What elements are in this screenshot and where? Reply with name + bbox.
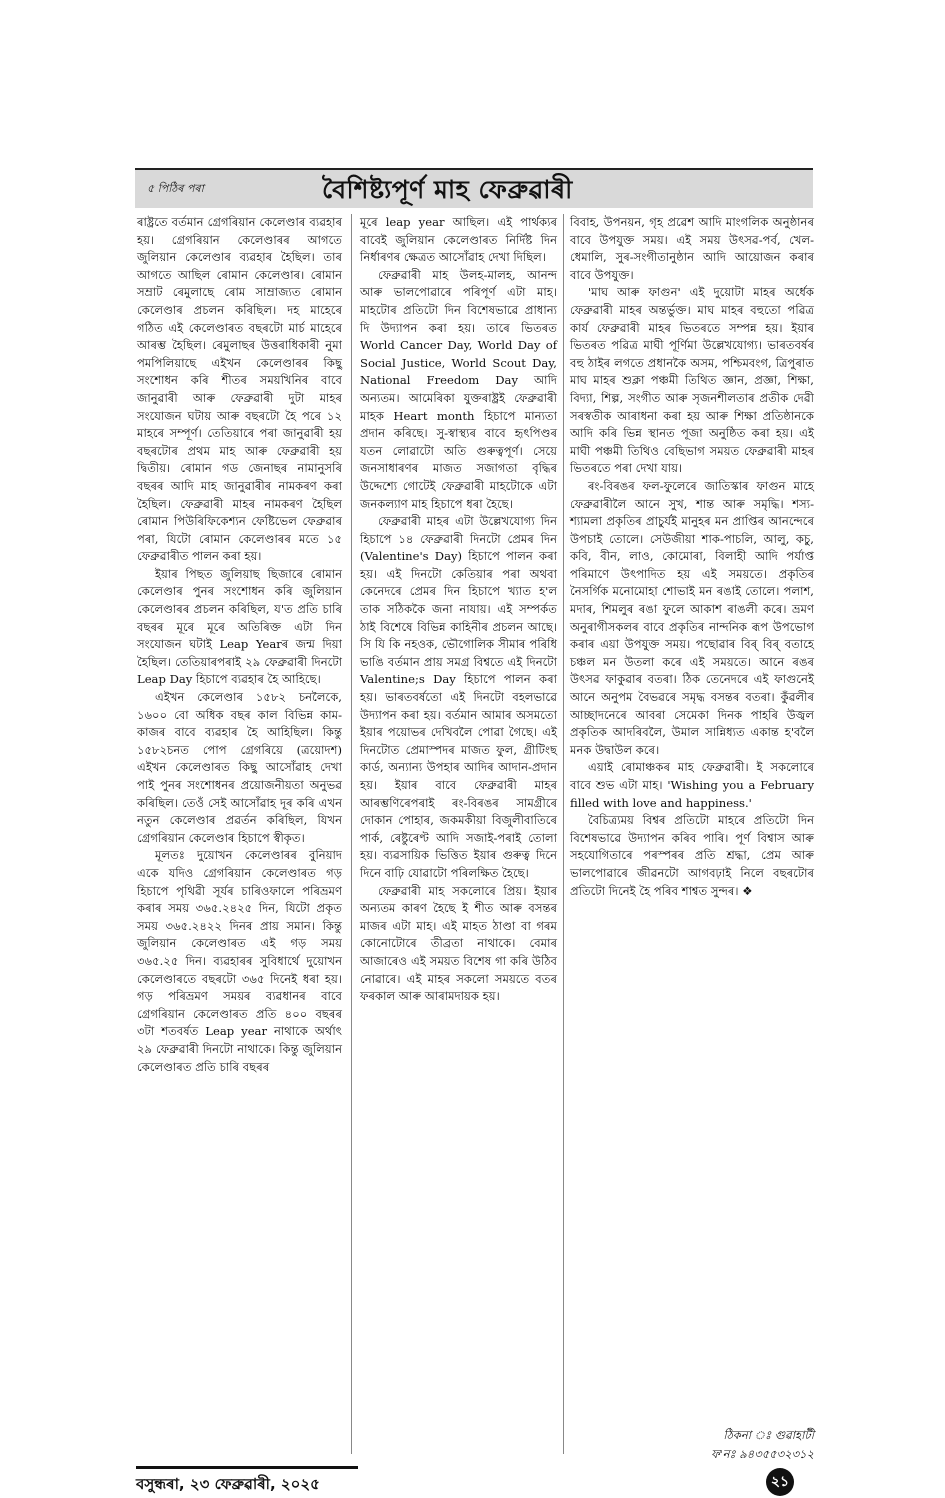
paragraph: ফেব্ৰুৱাৰী মাহ উলহ-মালহ, আনন্দ আৰু ভালপোৱাৰে পৰিপূৰ্ণ এটা মাহ। মাহটোৰ প্ৰতিটো দিন বিশেষভাৱে প্ৰাধান্য দি উদ্যাপন কৰা হয়। তাৰে ভিতৰত World Cancer Day, World Day of Social Justice, World Scout Day, National Freedom Day আদি অন্যতম। আমেৰিকা যুক্তৰাষ্ট্ৰই ফেব্ৰুৱাৰী মাহক Heart month হিচাপে মান্যতা প্ৰদান কৰিছে। সু-স্বাস্থ্যৰ বাবে হৃৎপিণ্ডৰ যতন লোৱাটো অতি গুৰুত্বপূৰ্ণ। সেয়ে জনসাধাৰণৰ মাজত সজাগতা বৃদ্ধিৰ উদ্দেশ্যে গোটেই ফেব্ৰুৱাৰী মাহটোকে এটা জনকল্যাণ মাহ হিচাপে ধৰা হৈছে। [360, 267, 557, 511]
paragraph: 'মাঘ আৰু ফাগুন' এই দুয়োটা মাহৰ অৰ্ধেক ফেব্ৰুৱাৰী মাহৰ অন্তৰ্ভুক্ত। মাঘ মাহৰ বহুতো পৱিত্ৰ কাৰ্য ফেব্ৰুৱাৰী মাহৰ ভিতৰতে সম্পন্ন হয়। ইয়াৰ ভিতৰত পৱিত্ৰ মাঘী পূৰ্ণিমা উল্লেখযোগ্য। ভাৰতবৰ্ষৰ বহু ঠাইৰ লগতে প্ৰধানকৈ অসম, পশ্চিমবংগ, ত্ৰিপুৰাত মাঘ মাহৰ শুক্লা পঞ্চমী তিথিত জ্ঞান, প্ৰজ্ঞা, শিক্ষা, বিদ্যা, শিল্প, সংগীত আৰু সৃজনশীলতাৰ প্ৰতীক দেৱী সৰস্বতীক আৰাধনা কৰা হয় আৰু শিক্ষা প্ৰতিষ্ঠানকে আদি কৰি ভিন্ন স্থানত পূজা অনুষ্ঠিত কৰা হয়। এই মাঘী পঞ্চমী তিথিও বেছিভাগ সময়ত ফেব্ৰুৱাৰী মাহৰ ভিতৰতে পৰা দেখা যায়। [570, 285, 814, 476]
footer-rule [136, 1466, 358, 1469]
footer-masthead: বসুন্ধৰা, ২৩ ফেব্ৰুৱাৰী, ২০২৫ [136, 1475, 320, 1493]
page-number-badge: ২১ [766, 1468, 794, 1496]
paragraph: মূৰে leap year আছিল। এই পাৰ্থক্যৰ বাবেই জুলিয়ান কেলেণ্ডাৰত নিৰ্দিষ্ট দিন নিৰ্ধাৰণৰ ক্ষেত্ৰত আসোঁৱাহ দেখা দিছিল। [360, 215, 557, 265]
article-title: বৈশিষ্ট্যপূৰ্ণ মাহ ফেব্ৰুৱাৰী [322, 175, 573, 204]
paragraph: বৈচিত্ৰ্যময় বিশ্বৰ প্ৰতিটো মাহৰে প্ৰতিটো দিন বিশেষভাৱে উদ্যাপন কৰিব পাৰি। পূৰ্ণ বিশ্বাস আৰু সহযোগিতাৰে পৰস্পৰৰ প্ৰতি শ্ৰদ্ধা, প্ৰেম আৰু ভালপোৱাৰে জীৱনটো আগবঢ়াই নিলে বছৰটোৰ প্ৰতিটো দিনেই হৈ পৰিব শাশ্বত সুন্দৰ। ❖ [570, 813, 814, 898]
paragraph: ইয়াৰ পিছত জুলিয়াছ ছিজাৰে ৰোমান কেলেণ্ডাৰ পুনৰ সংশোধন কৰি জুলিয়ান কেলেণ্ডাৰৰ প্ৰচলন কৰিছিল, য'ত প্ৰতি চাৰি বছৰৰ মূৰে মূৰে অতিৰিক্ত এটা দিন সংযোজন ঘটাই Leap Yearৰ জন্ম দিয়া হৈছিল। তেতিয়াৰপৰাই ২৯ ফেব্ৰুৱাৰী দিনটো Leap Day হিচাপে ব্যৱহাৰ হৈ আহিছে। [137, 566, 342, 687]
author-phone: ফ'নঃ ৯৪৩৫৫৩২৩১২ [711, 1447, 814, 1461]
paragraph: ৰং-বিৰঙৰ ফল-ফুলেৰে জাতিস্কাৰ ফাগুন মাহে ফেব্ৰুৱাৰীলৈ আনে সুখ, শান্ত আৰু সমৃদ্ধি। শস্য- শ্যামলা প্ৰকৃতিৰ প্ৰাচুৰ্যই মানুহৰ মন প্ৰাপ্তিৰ আনন্দেৰে উপচাই তোলে। সেউজীয়া শাক-পাচলি, আলু, কচু, কবি, বীন, লাও, কোমোৰা, বিলাহী আদি পৰ্যাপ্ত পৰিমাণে উৎপাদিত হয় এই সময়তে। প্ৰকৃতিৰ নৈসৰ্গিক মনোমোহা শোভাই মন ৰঙাই তোলে। পলাশ, মদাৰ, শিমলুৰ ৰঙা ফুলে আকাশ ৰাঙলী কৰে। ভ্ৰমণ অনুৰাগীসকলৰ বাবে প্ৰকৃতিৰ নান্দনিক ৰূপ উপভোগ কৰাৰ এয়া উপযুক্ত সময়। পছোৱাৰ বিৰ্ বিৰ্ বতাহে চঞ্চল মন উতলা কৰে এই সময়তে। আনে ৰঙৰ উৎসৱ ফাকুৱাৰ বতৰা। ঠিক তেনেদৰে এই ফাগুনেই আনে অনুপম বৈভৱৰে সমৃদ্ধ বসন্তৰ বতৰা। কুঁৱলীৰ আচ্ছাদনেৰে আবৰা সেমেকা দিনক পাহৰি উজ্বল প্ৰকৃতিক আদৰিবলৈ, উমাল সান্নিধ্যত একান্ত হ'বলৈ মনক উদ্বাউল কৰে। [570, 478, 814, 757]
paragraph: ফেব্ৰুৱাৰী মাহৰ এটা উল্লেখযোগ্য দিন হিচাপে ১৪ ফেব্ৰুৱাৰী দিনটো প্ৰেমৰ দিন (Valentine's Day) হিচাপে পালন কৰা হয়। এই দিনটো কেতিয়াৰ পৰা অথবা কেনেদৰে প্ৰেমৰ দিন হিচাপে খ্যাত হ'ল তাক সঠিককৈ জনা নাযায়। এই সম্পৰ্কত ঠাই বিশেষে বিভিন্ন কাহিনীৰ প্ৰচলন আছে। সি যি কি নহওক, ভৌগোলিক সীমাৰ পৰিধি ভাঙি বৰ্তমান প্ৰায় সমগ্ৰ বিশ্বতে এই দিনটো Valentine;s Day হিচাপে পালন কৰা হয়। ভাৰতবৰ্ষতো এই দিনটো বহলভাৱে উদ্যাপন কৰা হয়। বৰ্তমান আমাৰ অসমতো ইয়াৰ পয়োভৰ দেখিবলৈ পোৱা গৈছে। এই দিনটোত প্ৰেমাস্পদৰ মাজত ফুল, গ্ৰীটিংছ কাৰ্ড, অন্যান্য উপহাৰ আদিৰ আদান-প্ৰদান হয়। ইয়াৰ বাবে ফেব্ৰুৱাৰী মাহৰ আৰম্ভণিৰেপৰাই ৰং-বিৰঙৰ সামগ্ৰীৰে দোকান পোহাৰ, জকমকীয়া বিজুলীবাতিৰে পাৰ্ক, ৰেষ্টুৰেণ্ট আদি সজাই-পৰাই তোলা হয়। ব্যৱসায়িক ভিত্তিত ইয়াৰ গুৰুত্ব দিনে দিনে বাঢ়ি যোৱাটো পৰিলক্ষিত হৈছে। [360, 514, 557, 880]
paragraph: ৰাষ্ট্ৰতে বৰ্তমান গ্ৰেগৰিয়ান কেলেণ্ডাৰ ব্যৱহাৰ হয়। গ্ৰেগৰিয়ান কেলেণ্ডাৰৰ আগতে জুলিয়ান কেলেণ্ডাৰ ব্যৱহাৰ হৈছিল। তাৰ আগতে আছিল ৰোমান কেলেণ্ডাৰ। ৰোমান সম্ৰাট ৰেমুলাছে ৰোম সাম্ৰাজ্যত ৰোমান কেলেণ্ডাৰ প্ৰচলন কৰিছিল। দহ মাহেৰে গঠিত এই কেলেণ্ডাৰত বছৰটো মাৰ্চ মাহেৰে আৰম্ভ হৈছিল। ৰেমুলাছৰ উত্তৰাধিকাৰী নুমা পমপিলিয়াছে এইখন কেলেণ্ডাৰৰ কিছু সংশোধন কৰি শীতৰ সময়খিনিৰ বাবে জানুৱাৰী আৰু ফেব্ৰুৱাৰী দুটা মাহৰ সংযোজন ঘটায় আৰু বছৰটো হৈ পৰে ১২ মাহৰে সম্পূৰ্ণ। তেতিয়াৰে পৰা জানুৱাৰী হয় বছৰটোৰ প্ৰথম মাহ আৰু ফেব্ৰুৱাৰী হয় দ্বিতীয়। ৰোমান গড জেনাছৰ নামানুসৰি বছৰৰ আদি মাহ জানুৱাৰীৰ নামকৰণ কৰা হৈছিল। ফেব্ৰুৱাৰী মাহৰ নামকৰণ হৈছিল ৰোমান পিউৰিফিকেশ্যন ফেষ্টিভেল ফেব্ৰুৱাৰ পৰা, যিটো ৰোমান কেলেণ্ডাৰৰ মতে ১৫ ফেব্ৰুৱাৰীত পালন কৰা হয়। [137, 215, 342, 564]
paragraph: এইখন কেলেণ্ডাৰ ১৫৮২ চনলৈকে, ১৬০০ বো অধিক বছৰ কাল বিভিন্ন কাম-কাজৰ বাবে ব্যৱহাৰ হৈ আহিছিল। কিন্তু ১৫৮২চনত পোপ গ্ৰেগৰিয়ে (ত্ৰয়োদশ) এইখন কেলেণ্ডাৰত কিছু আসোঁৱাহ দেখা পাই পুনৰ সংশোধনৰ প্ৰয়োজনীয়তা অনুভৱ কৰিছিল। তেওঁ সেই আসোঁৱাহ দূৰ কৰি এখন নতুন কেলেণ্ডাৰ প্ৰৱৰ্তন কৰিছিল, যিখন গ্ৰেগৰিয়ান কেলেণ্ডাৰ হিচাপে স্বীকৃত। [137, 690, 342, 845]
paragraph: এয়াই ৰোমাঞ্চকৰ মাহ ফেব্ৰুৱাৰী। ই সকলোৰে বাবে শুভ এটা মাহ। 'Wishing you a February filled with love and happiness.' [570, 760, 814, 810]
author-address: ঠিকনা ঃ গুৱাহাটী [723, 1428, 814, 1442]
continued-from-label: ৫ পিঠিৰ পৰা [147, 182, 204, 195]
article-column-2 [360, 214, 557, 1006]
paragraph: মূলতঃ দুয়োখন কেলেণ্ডাৰৰ বুনিয়াদ একে যদিও গ্ৰেগৰিয়ান কেলেণ্ডাৰত গড় হিচাপে পৃথিৱী সূৰ্যৰ চাৰিওফালে পৰিভ্ৰমণ কৰাৰ সময় ৩৬৫.২৪২৫ দিন, যিটো প্ৰকৃত সময় ৩৬৫.২৪২২ দিনৰ প্ৰায় সমান। কিন্তু জুলিয়ান কেলেণ্ডাৰত এই গড় সময় ৩৬৫.২৫ দিন। ব্যৱহাৰৰ সুবিধাৰ্থে দুয়োখন কেলেণ্ডাৰতে বছৰটো ৩৬৫ দিনেই ধৰা হয়। গড় পৰিভ্ৰমণ সময়ৰ ব্যৱধানৰ বাবে গ্ৰেগৰিয়ান কেলেণ্ডাৰত প্ৰতি ৪০০ বছৰৰ ৩টা শতবৰ্ষত Leap year নাথাকে অৰ্থাৎ ২৯ ফেব্ৰুৱাৰী দিনটো নাথাকে। কিন্তু জুলিয়ান কেলেণ্ডাৰত প্ৰতি চাৰি বছৰৰ [137, 848, 342, 1074]
article-column-1 [137, 214, 342, 1076]
column-divider-1 [351, 214, 352, 1454]
article-column-3 [570, 214, 814, 900]
paragraph: বিবাহ, উপনয়ন, গৃহ প্ৰৱেশ আদি মাংগলিক অনুষ্ঠানৰ বাবে উপযুক্ত সময়। এই সময় উৎসৱ-পৰ্ব, খেল-ধেমালি, সুৰ-সংগীতানুষ্ঠান আদি আয়োজন কৰাৰ বাবে উপযুক্ত। [570, 215, 814, 282]
paragraph: ফেব্ৰুৱাৰী মাহ সকলোৰে প্ৰিয়। ইয়াৰ অন্যতম কাৰণ হৈছে ই শীত আৰু বসন্তৰ মাজৰ এটা মাহ। এই মাহত ঠাণ্ডা বা গৰম কোনোটোৰে তীব্ৰতা নাথাকে। বেমাৰ আজাৰেও এই সময়ত বিশেষ গা কৰি উঠিব নোৱাৰে। এই মাহৰ সকলো সময়তে বতৰ ফৰকাল আৰু আৰামদায়ক হয়। [360, 883, 557, 1004]
column-divider-2 [563, 214, 564, 1454]
